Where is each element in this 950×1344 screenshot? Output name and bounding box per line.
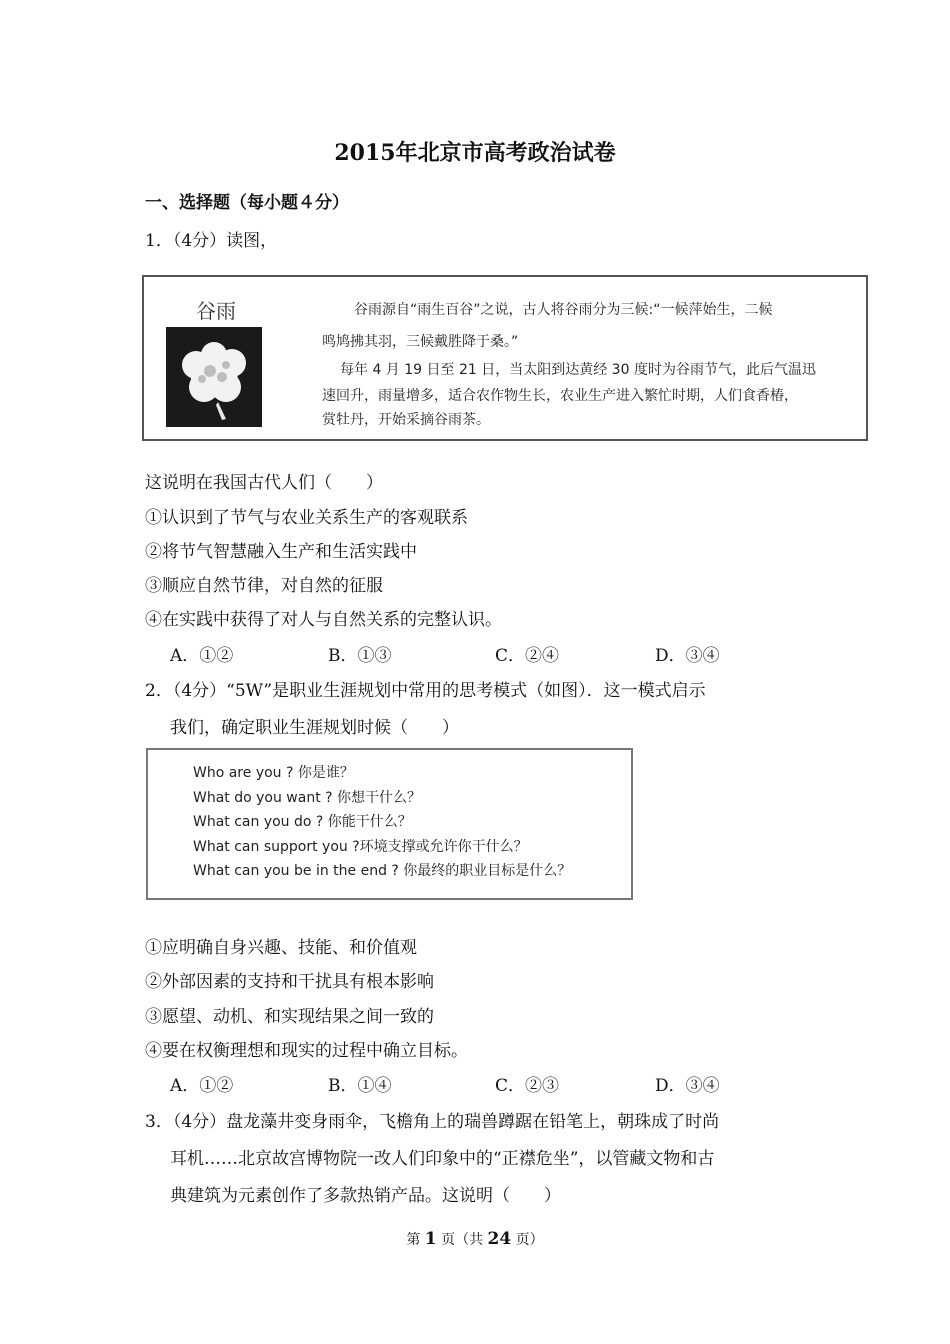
q2-option-c: C．②③ (495, 1076, 560, 1096)
q3-stem-line-2: 耳机……北京故宫博物院一改人们印象中的“正襟危坐”，以管藏文物和古 (170, 1149, 715, 1169)
q2-stem-line-1: 2．（4分）“5W”是职业生涯规划中常用的思考模式（如图）．这一模式启示 (145, 681, 706, 701)
q1-option-c: C．②④ (495, 646, 560, 666)
page-footer (0, 1229, 950, 1249)
q2-figure-line-5: What can you be in the end ? 你最终的职业目标是什么？ (193, 863, 572, 879)
q1-item-4: ④在实践中获得了对人与自然关系的完整认识。 (145, 610, 502, 630)
q2-item-1: ①应明确自身兴趣、技能、和价值观 (145, 938, 417, 958)
q3-stem-line-1: 3．（4分）盘龙藻井变身雨伞，飞檐角上的瑞兽蹲踞在铅笔上，朝珠成了时尚 (145, 1112, 720, 1132)
q2-item-2: ②外部因素的支持和干扰具有根本影响 (145, 972, 434, 992)
q1-figure-line-4: 速回升，雨量增多，适合农作物生长，农业生产进入繁忙时期，人们食香椿， (322, 388, 798, 404)
q1-figure-line-1: 谷雨源自“雨生百谷”之说，古人将谷雨分为三候:“一候萍始生，二候 (354, 302, 773, 318)
q1-figure-line-3: 每年 4 月 19 日至 21 日，当太阳到达黄经 30 度时为谷雨节气，此后气温迅 (340, 362, 816, 378)
footer-page-number: 1 (424, 1229, 437, 1249)
q1-option-d: D．③④ (655, 646, 720, 666)
q2-figure-line-4: What can support you ?环境支撑或允许你干什么？ (193, 839, 528, 855)
q2-figure-box (146, 748, 633, 900)
q1-figure-heading: 谷雨 (196, 299, 236, 323)
q1-figure-line-5: 赏牡丹，开始采摘谷雨茶。 (322, 412, 490, 428)
q2-option-d: D．③④ (655, 1076, 720, 1096)
q2-figure-line-2: What do you want ? 你想干什么？ (193, 790, 422, 806)
footer-suffix: 页） (515, 1232, 544, 1248)
q1-item-1: ①认识到了节气与农业关系生产的客观联系 (145, 508, 468, 528)
q2-stem-line-2: 我们，确定职业生涯规划时候（ ） (170, 718, 459, 738)
q2-option-b: B．①④ (328, 1076, 392, 1096)
footer-prefix: 第 (406, 1232, 421, 1248)
q2-item-4: ④要在权衡理想和现实的过程中确立目标。 (145, 1041, 468, 1061)
q1-option-b: B．①③ (328, 646, 392, 666)
q2-item-3: ③愿望、动机、和实现结果之间一致的 (145, 1007, 434, 1027)
q1-question: 这说明在我国古代人们（ ） (145, 473, 383, 493)
q2-option-a: A．①② (170, 1076, 234, 1096)
footer-mid: 页（共 (441, 1232, 484, 1248)
footer-total-pages: 24 (487, 1229, 512, 1249)
q1-item-2: ②将节气智慧融入生产和生活实践中 (145, 542, 417, 562)
q1-option-a: A．①② (170, 646, 234, 666)
q1-stem: 1．（4分）读图， (145, 231, 278, 251)
q3-stem-line-3: 典建筑为元素创作了多款热销产品。这说明（ ） (170, 1186, 561, 1206)
section-heading: 一、选择题（每小题４分） (145, 193, 349, 213)
q1-figure-box (142, 275, 868, 441)
peony-flower-image (166, 327, 262, 427)
q1-item-3: ③顺应自然节律，对自然的征服 (145, 576, 383, 596)
q2-figure-line-3: What can you do ? 你能干什么？ (193, 814, 412, 830)
page-title: 2015年北京市高考政治试卷 (334, 140, 616, 166)
q1-figure-line-2: 鸣鸠拂其羽，三候戴胜降于桑。” (322, 334, 519, 350)
q2-figure-line-1: Who are you ? 你是谁？ (193, 765, 354, 781)
